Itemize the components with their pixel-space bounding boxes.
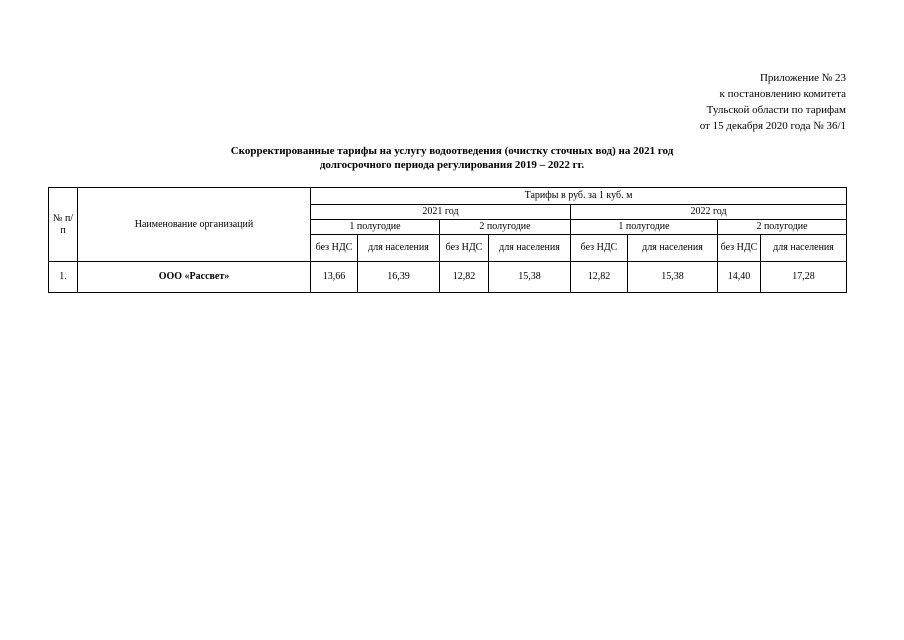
header-sub: без НДС — [311, 235, 358, 262]
appendix-line: от 15 декабря 2020 года № 36/1 — [699, 120, 846, 132]
header-half: 1 полугодие — [311, 220, 440, 235]
title-line-1: Скорректированные тарифы на услугу водоотведения (очистку сточных вод) на 2021 год — [230, 145, 674, 157]
header-tariffs: Тарифы в руб. за 1 куб. м — [311, 188, 847, 205]
row-value: 14,40 — [718, 262, 761, 293]
header-half: 2 полугодие — [718, 220, 847, 235]
header-sub: для населения — [761, 235, 847, 262]
header-num: № п/п — [49, 188, 78, 262]
row-value: 16,39 — [358, 262, 440, 293]
header-row-tariffs — [49, 188, 847, 205]
table-row — [49, 262, 847, 293]
appendix-line: к постановлению комитета — [719, 88, 846, 100]
appendix-reference — [700, 70, 846, 134]
header-org-name: Наименование организаций — [78, 188, 311, 262]
header-sub: без НДС — [718, 235, 761, 262]
header-sub: без НДС — [440, 235, 489, 262]
appendix-line: Приложение № 23 — [759, 72, 846, 84]
row-value: 13,66 — [311, 262, 358, 293]
header-sub: для населения — [628, 235, 718, 262]
header-sub: для населения — [489, 235, 571, 262]
header-half: 1 полугодие — [571, 220, 718, 235]
header-sub: для населения — [358, 235, 440, 262]
row-num: 1. — [49, 262, 78, 293]
title-line-2: долгосрочного периода регулирования 2019 – 2022 гг. — [319, 159, 585, 171]
appendix-line: Тульской области по тарифам — [706, 104, 846, 116]
header-year-2021: 2021 год — [311, 205, 571, 220]
document-title — [0, 144, 904, 172]
header-half: 2 полугодие — [440, 220, 571, 235]
row-org-name: ООО «Рассвет» — [78, 262, 311, 293]
tariffs-table — [48, 187, 847, 293]
row-value: 12,82 — [440, 262, 489, 293]
row-value: 17,28 — [761, 262, 847, 293]
row-value: 15,38 — [489, 262, 571, 293]
header-year-2022: 2022 год — [571, 205, 847, 220]
row-value: 12,82 — [571, 262, 628, 293]
header-sub: без НДС — [571, 235, 628, 262]
row-value: 15,38 — [628, 262, 718, 293]
